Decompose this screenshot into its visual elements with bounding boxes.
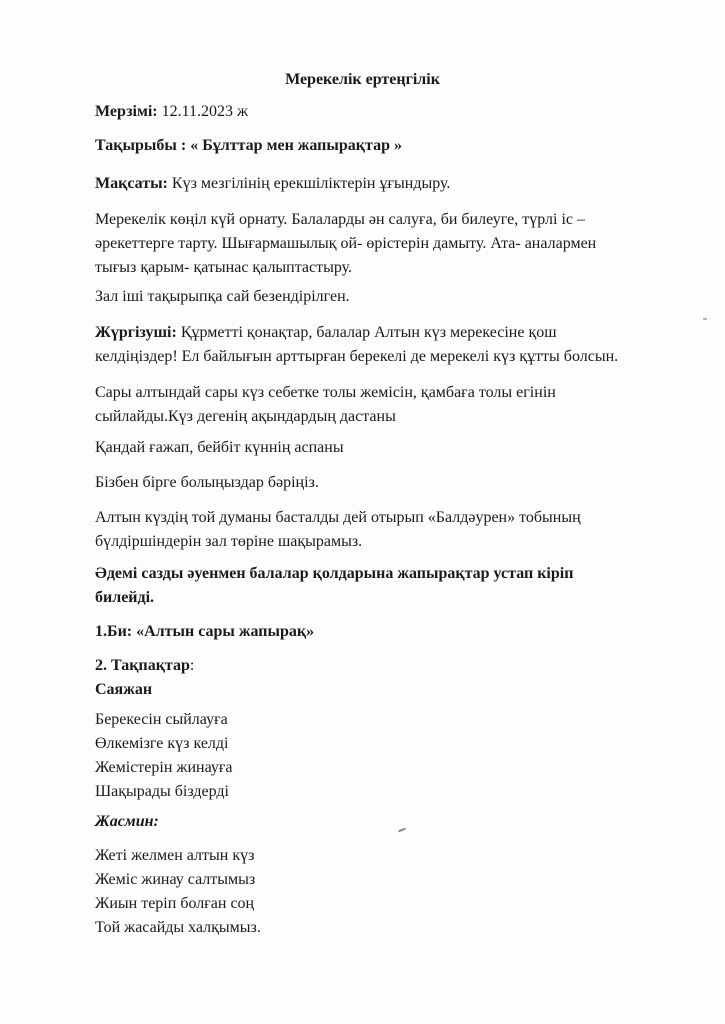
goal-value: Күз мезгілінің ерекшіліктерін ұғындыру. — [167, 175, 451, 192]
date-value: 12.11.2023 ж — [157, 103, 249, 120]
poem1-author: Саяжан — [95, 681, 153, 698]
host-label: Жүргізуші: — [95, 324, 177, 341]
dance-text: 1.Би: «Алтын сары жапырақ» — [95, 623, 315, 640]
invite-text-line: бүлдіршіндерін зал төріне шақырамыз. — [95, 533, 363, 550]
dance-instruction-line: Әдемі сазды әуенмен балалар қолдарына жапырақтар устап кіріп — [95, 565, 574, 582]
goal-paragraph — [95, 208, 655, 280]
together-paragraph — [95, 471, 655, 495]
poems-heading-colon: : — [189, 657, 195, 674]
page-title: Мерекелік ертеңгілік — [285, 71, 440, 88]
topic-line — [95, 134, 655, 158]
poem1-line: Шақырады біздерді — [95, 783, 229, 800]
date-label: Мерзімі: — [95, 103, 158, 120]
dance-instruction-line: билейді. — [95, 589, 155, 606]
poem2-author: Жасмин: — [95, 813, 159, 830]
autumn-text-line: Сары алтындай сары күз себетке толы жемісін, қамбаға толы егінін — [95, 384, 556, 401]
host-paragraph — [95, 321, 655, 369]
poem1-line: Өлкемізге күз келді — [95, 735, 229, 752]
poem2-line: Жиын теріп болған соң — [95, 895, 255, 912]
invite-text-line: Алтын күздің той думаны басталды дей отырып «Балдәурен» тобының — [95, 509, 581, 526]
hall-text: Зал іші тақырыпқа сай безендірілген. — [95, 288, 350, 305]
host-text: Құрметті қонақтар, балалар Алтын күз мерекесіне қош — [176, 324, 557, 341]
poem2-line: Жеті желмен алтын күз — [95, 847, 255, 864]
autumn-text-line: сыйлайды.Күз дегенің ақындардың дастаны — [95, 408, 396, 425]
dance-instruction — [95, 562, 655, 610]
autumn-paragraph — [95, 381, 655, 429]
scan-speck — [703, 318, 707, 320]
sky-paragraph — [95, 436, 655, 460]
goal-text-line: тығыз қарым- қатынас қалыптастыру. — [95, 259, 353, 276]
goal-text-line: Мерекелік көңіл күй орнату. Балаларды ән салуға, би билеуге, түрлі іс – — [95, 211, 586, 228]
goal-label: Мақсаты: — [95, 175, 168, 192]
hall-paragraph — [95, 285, 655, 309]
host-text-line: келдіңіздер! Ел байлығын арттырған берекелі де мерекелі күз құтты болсын. — [95, 348, 619, 365]
together-text: Бізбен бірге болыңыздар бәріңіз. — [95, 474, 319, 491]
poem2-stanza — [95, 844, 655, 940]
invite-paragraph — [95, 506, 655, 554]
poems-heading: 2. Тақпақтар — [95, 657, 190, 674]
poem1-line: Жемістерін жинауға — [95, 759, 233, 776]
poems-section — [95, 654, 655, 702]
poem2-line: Жеміс жинау салтымыз — [95, 871, 256, 888]
dance-heading — [95, 620, 655, 644]
poem1-line: Берекесін сыйлауға — [95, 711, 228, 728]
poem2-line: Той жасайды халқымыз. — [95, 919, 261, 936]
poem2-heading — [95, 810, 655, 834]
poem1-stanza — [95, 708, 655, 804]
goal-text-line: әрекеттерге тарту. Шығармашылық ой- өрістерін дамыту. Ата- аналармен — [95, 235, 597, 252]
date-line — [95, 100, 655, 124]
topic-label: Тақырыбы : — [95, 137, 187, 154]
topic-value: « Бұлттар мен жапырақтар » — [186, 137, 402, 154]
sky-text: Қандай ғажап, бейбіт күннің аспаны — [95, 439, 344, 456]
goal-line — [95, 172, 655, 196]
